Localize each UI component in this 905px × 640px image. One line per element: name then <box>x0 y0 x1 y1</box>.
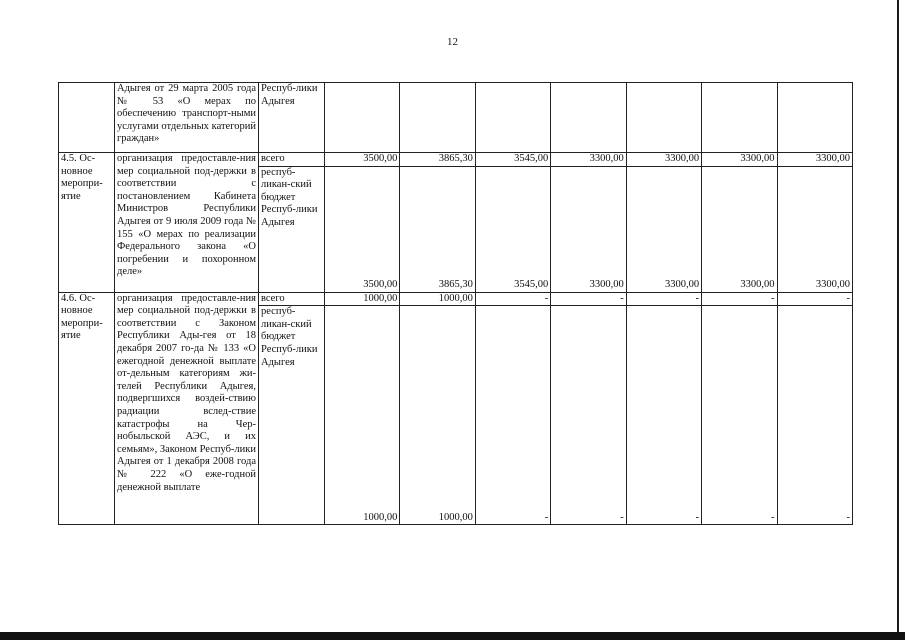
total-value-cell: - <box>626 292 701 306</box>
total-value-cell: - <box>551 292 626 306</box>
total-value-cell: 3865,30 <box>400 153 475 167</box>
value-cell <box>551 83 626 153</box>
budget-value-cell: 1000,00 <box>400 306 475 525</box>
source-total-cell: всего <box>259 153 325 167</box>
total-value-cell: 1000,00 <box>325 292 400 306</box>
source-budget-cell: респуб-ликан-ский бюджет Респуб-лики Адыгея <box>259 166 325 292</box>
total-value-cell: - <box>702 292 777 306</box>
program-table <box>58 82 853 525</box>
budget-value-cell: 3500,00 <box>325 166 400 292</box>
value-cell <box>325 83 400 153</box>
budget-value-cell: 3300,00 <box>777 166 852 292</box>
source-cell: Респуб-лики Адыгея <box>259 83 325 153</box>
total-value-cell: - <box>777 292 852 306</box>
budget-value-cell: 1000,00 <box>325 306 400 525</box>
table-row-continuation <box>59 83 853 153</box>
total-value-cell: 3300,00 <box>702 153 777 167</box>
source-total-cell: всего <box>259 292 325 306</box>
row-number-cell: 4.5. Ос-новное меропри-ятие <box>59 153 115 293</box>
scan-edge-bottom <box>0 632 905 640</box>
source-budget-cell: респуб-ликан-ский бюджет Респуб-лики Адыгея <box>259 306 325 525</box>
total-value-cell: 3500,00 <box>325 153 400 167</box>
budget-value-cell: - <box>475 306 550 525</box>
total-value-cell: 3300,00 <box>551 153 626 167</box>
budget-value-cell: - <box>777 306 852 525</box>
total-value-cell: 3300,00 <box>626 153 701 167</box>
table-row-4-5-total <box>59 153 853 167</box>
budget-value-cell: 3300,00 <box>551 166 626 292</box>
budget-value-cell: 3865,30 <box>400 166 475 292</box>
value-cell <box>777 83 852 153</box>
row-number-cell: 4.6. Ос-новное меропри-ятие <box>59 292 115 525</box>
value-cell <box>475 83 550 153</box>
description-cell: организация предоставле-ния мер социальной под-держки в соответствии с постановлением Кабинета Министров Республики Адыгея от 9 июля 2009 года № 155 «О мерах по реализации Федерального закона «О погребении и похоронном деле» <box>115 153 259 293</box>
page-number: 12 <box>447 36 458 48</box>
budget-value-cell: - <box>626 306 701 525</box>
total-value-cell: 1000,00 <box>400 292 475 306</box>
table-row-4-6-total <box>59 292 853 306</box>
value-cell <box>400 83 475 153</box>
total-value-cell: 3300,00 <box>777 153 852 167</box>
value-cell <box>626 83 701 153</box>
description-cell: организация предоставле-ния мер социальной под-держки в соответствии с Законом Республики Ады-гея от 18 декабря 2007 го-да № 133 «О ежегодной денежной выплате от-дельным категориям жи-телей Республики Адыгея, подвергшихся воздей-ствию радиации вслед-ствие катастрофы на Чер-нобыльской АЭС, и их семьям», Законом Респуб-лики Адыгея от 1 декабря 2008 года № 222 «О еже-годной денежной выплате <box>115 292 259 525</box>
budget-value-cell: - <box>702 306 777 525</box>
value-cell <box>702 83 777 153</box>
scan-edge-right <box>897 0 899 640</box>
budget-value-cell: 3300,00 <box>702 166 777 292</box>
budget-value-cell: 3545,00 <box>475 166 550 292</box>
budget-value-cell: 3300,00 <box>626 166 701 292</box>
total-value-cell: 3545,00 <box>475 153 550 167</box>
row-number-cell <box>59 83 115 153</box>
budget-value-cell: - <box>551 306 626 525</box>
total-value-cell: - <box>475 292 550 306</box>
description-cell: Адыгея от 29 марта 2005 года № 53 «О мерах по обеспечению транспорт-ными услугами отдельных категорий граждан» <box>115 83 259 153</box>
